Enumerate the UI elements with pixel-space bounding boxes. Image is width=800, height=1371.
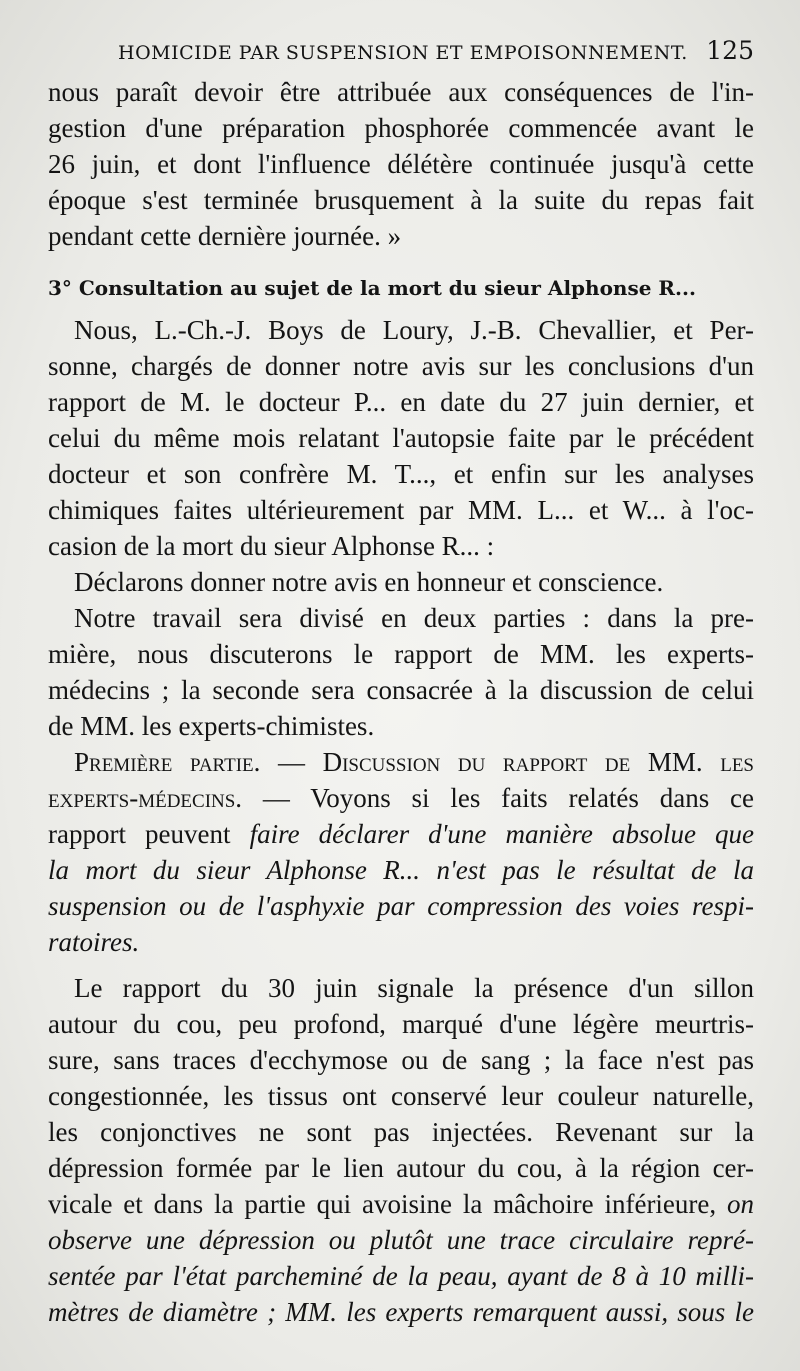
running-title: HOMICIDE PAR SUSPENSION ET EMPOISONNEMENT. — [118, 42, 688, 64]
text-line: celui du même mois relatant l'autopsie faite par le précédent — [48, 423, 754, 453]
body-text — [48, 74, 754, 1330]
italic-run: la mort du sieur Alphonse R... n'est pas le résultat de la — [48, 855, 754, 885]
paragraph-3 — [48, 564, 754, 600]
part-heading: Première partie. — Discussion du rapport de MM. les — [74, 747, 754, 777]
text-line: pendant cette dernière journée. » — [48, 221, 402, 251]
text-line — [48, 1258, 754, 1294]
italic-run: sentée par l'état parcheminé de la peau, ayant de 8 à 10 milli- — [48, 1261, 754, 1291]
text-line — [48, 1294, 754, 1330]
italic-run: suspension ou de l'asphyxie par compression des voies respi- — [48, 891, 754, 921]
text-line: Nous, L.-Ch.-J. Boys de Loury, J.-B. Chevallier, et Per- — [74, 315, 754, 345]
text-line: casion de la mort du sieur Alphonse R... : — [48, 531, 495, 561]
text-line: autour du cou, peu profond, marqué d'une légère meurtris- — [48, 1009, 754, 1039]
text-line — [48, 1222, 754, 1258]
text-line: gestion d'une préparation phosphorée commencée avant le — [48, 113, 754, 143]
text-line: chimiques faites ultérieurement par MM. L... et W... à l'oc- — [48, 495, 754, 525]
italic-run: faire déclarer d'une manière absolue que — [249, 819, 755, 849]
text-line: 26 juin, et dont l'influence délétère continuée jusqu'à cette — [48, 149, 754, 179]
text-line — [48, 744, 754, 780]
paragraph-6 — [48, 970, 754, 1330]
text-line: de MM. les experts-chimistes. — [48, 711, 375, 741]
text-line: nous paraît devoir être attribuée aux conséquences de l'in- — [48, 77, 754, 107]
text-line: les conjonctives ne sont pas injectées. Revenant sur la — [48, 1117, 754, 1147]
text-run: rapport peuvent — [48, 819, 250, 849]
section-heading: 3° Consultation au sujet de la mort du sieur Alphonse R... — [48, 276, 696, 300]
paragraph-gap — [48, 960, 754, 970]
italic-run: ratoires. — [48, 927, 140, 957]
text-line: docteur et son confrère M. T..., et enfin sur les analyses — [48, 459, 754, 489]
italic-run: observe une dépression ou plutôt une trace circulaire repré- — [48, 1225, 754, 1255]
text-line: époque s'est terminée brusquement à la suite du repas fait — [48, 185, 754, 215]
text-line — [48, 888, 754, 924]
text-run: vicale et dans la partie qui avoisine la mâchoire inférieure, — [48, 1189, 727, 1219]
text-line — [48, 1186, 754, 1222]
paragraph-1 — [48, 74, 754, 254]
page-header — [48, 36, 754, 70]
text-line: rapport de M. le docteur P... en date du 27 juin dernier, et — [48, 387, 754, 417]
text-line: sonne, chargés de donner notre avis sur les conclusions d'un — [48, 351, 754, 381]
text-line: médecins ; la seconde sera consacrée à la discussion de celui — [48, 675, 754, 705]
paragraph-4 — [48, 600, 754, 744]
text-line: Le rapport du 30 juin signale la présence d'un sillon — [74, 973, 754, 1003]
text-line: congestionnée, les tissus ont conservé leur couleur naturelle, — [48, 1081, 754, 1111]
paragraph-2 — [48, 312, 754, 564]
text-run: — Voyons si les faits relatés dans ce — [242, 783, 754, 813]
text-line — [48, 816, 754, 852]
text-line: Notre travail sera divisé en deux parties : dans la pre- — [74, 603, 754, 633]
text-line — [48, 780, 754, 816]
page-number: 125 — [706, 36, 754, 65]
text-line: mière, nous discuterons le rapport de MM. les experts- — [48, 639, 754, 669]
italic-run: mètres de diamètre ; MM. les experts remarquent aussi, sous le — [48, 1297, 754, 1327]
text-line: dépression formée par le lien autour du cou, à la région cer- — [48, 1153, 754, 1183]
text-line — [48, 852, 754, 888]
paragraph-5 — [48, 744, 754, 960]
text-line — [48, 924, 754, 960]
part-heading-continued: experts-médecins. — [48, 783, 243, 813]
text-line: Déclarons donner notre avis en honneur et conscience. — [74, 567, 664, 597]
text-line: sure, sans traces d'ecchymose ou de sang ; la face n'est pas — [48, 1045, 754, 1075]
italic-run: on — [727, 1189, 754, 1219]
